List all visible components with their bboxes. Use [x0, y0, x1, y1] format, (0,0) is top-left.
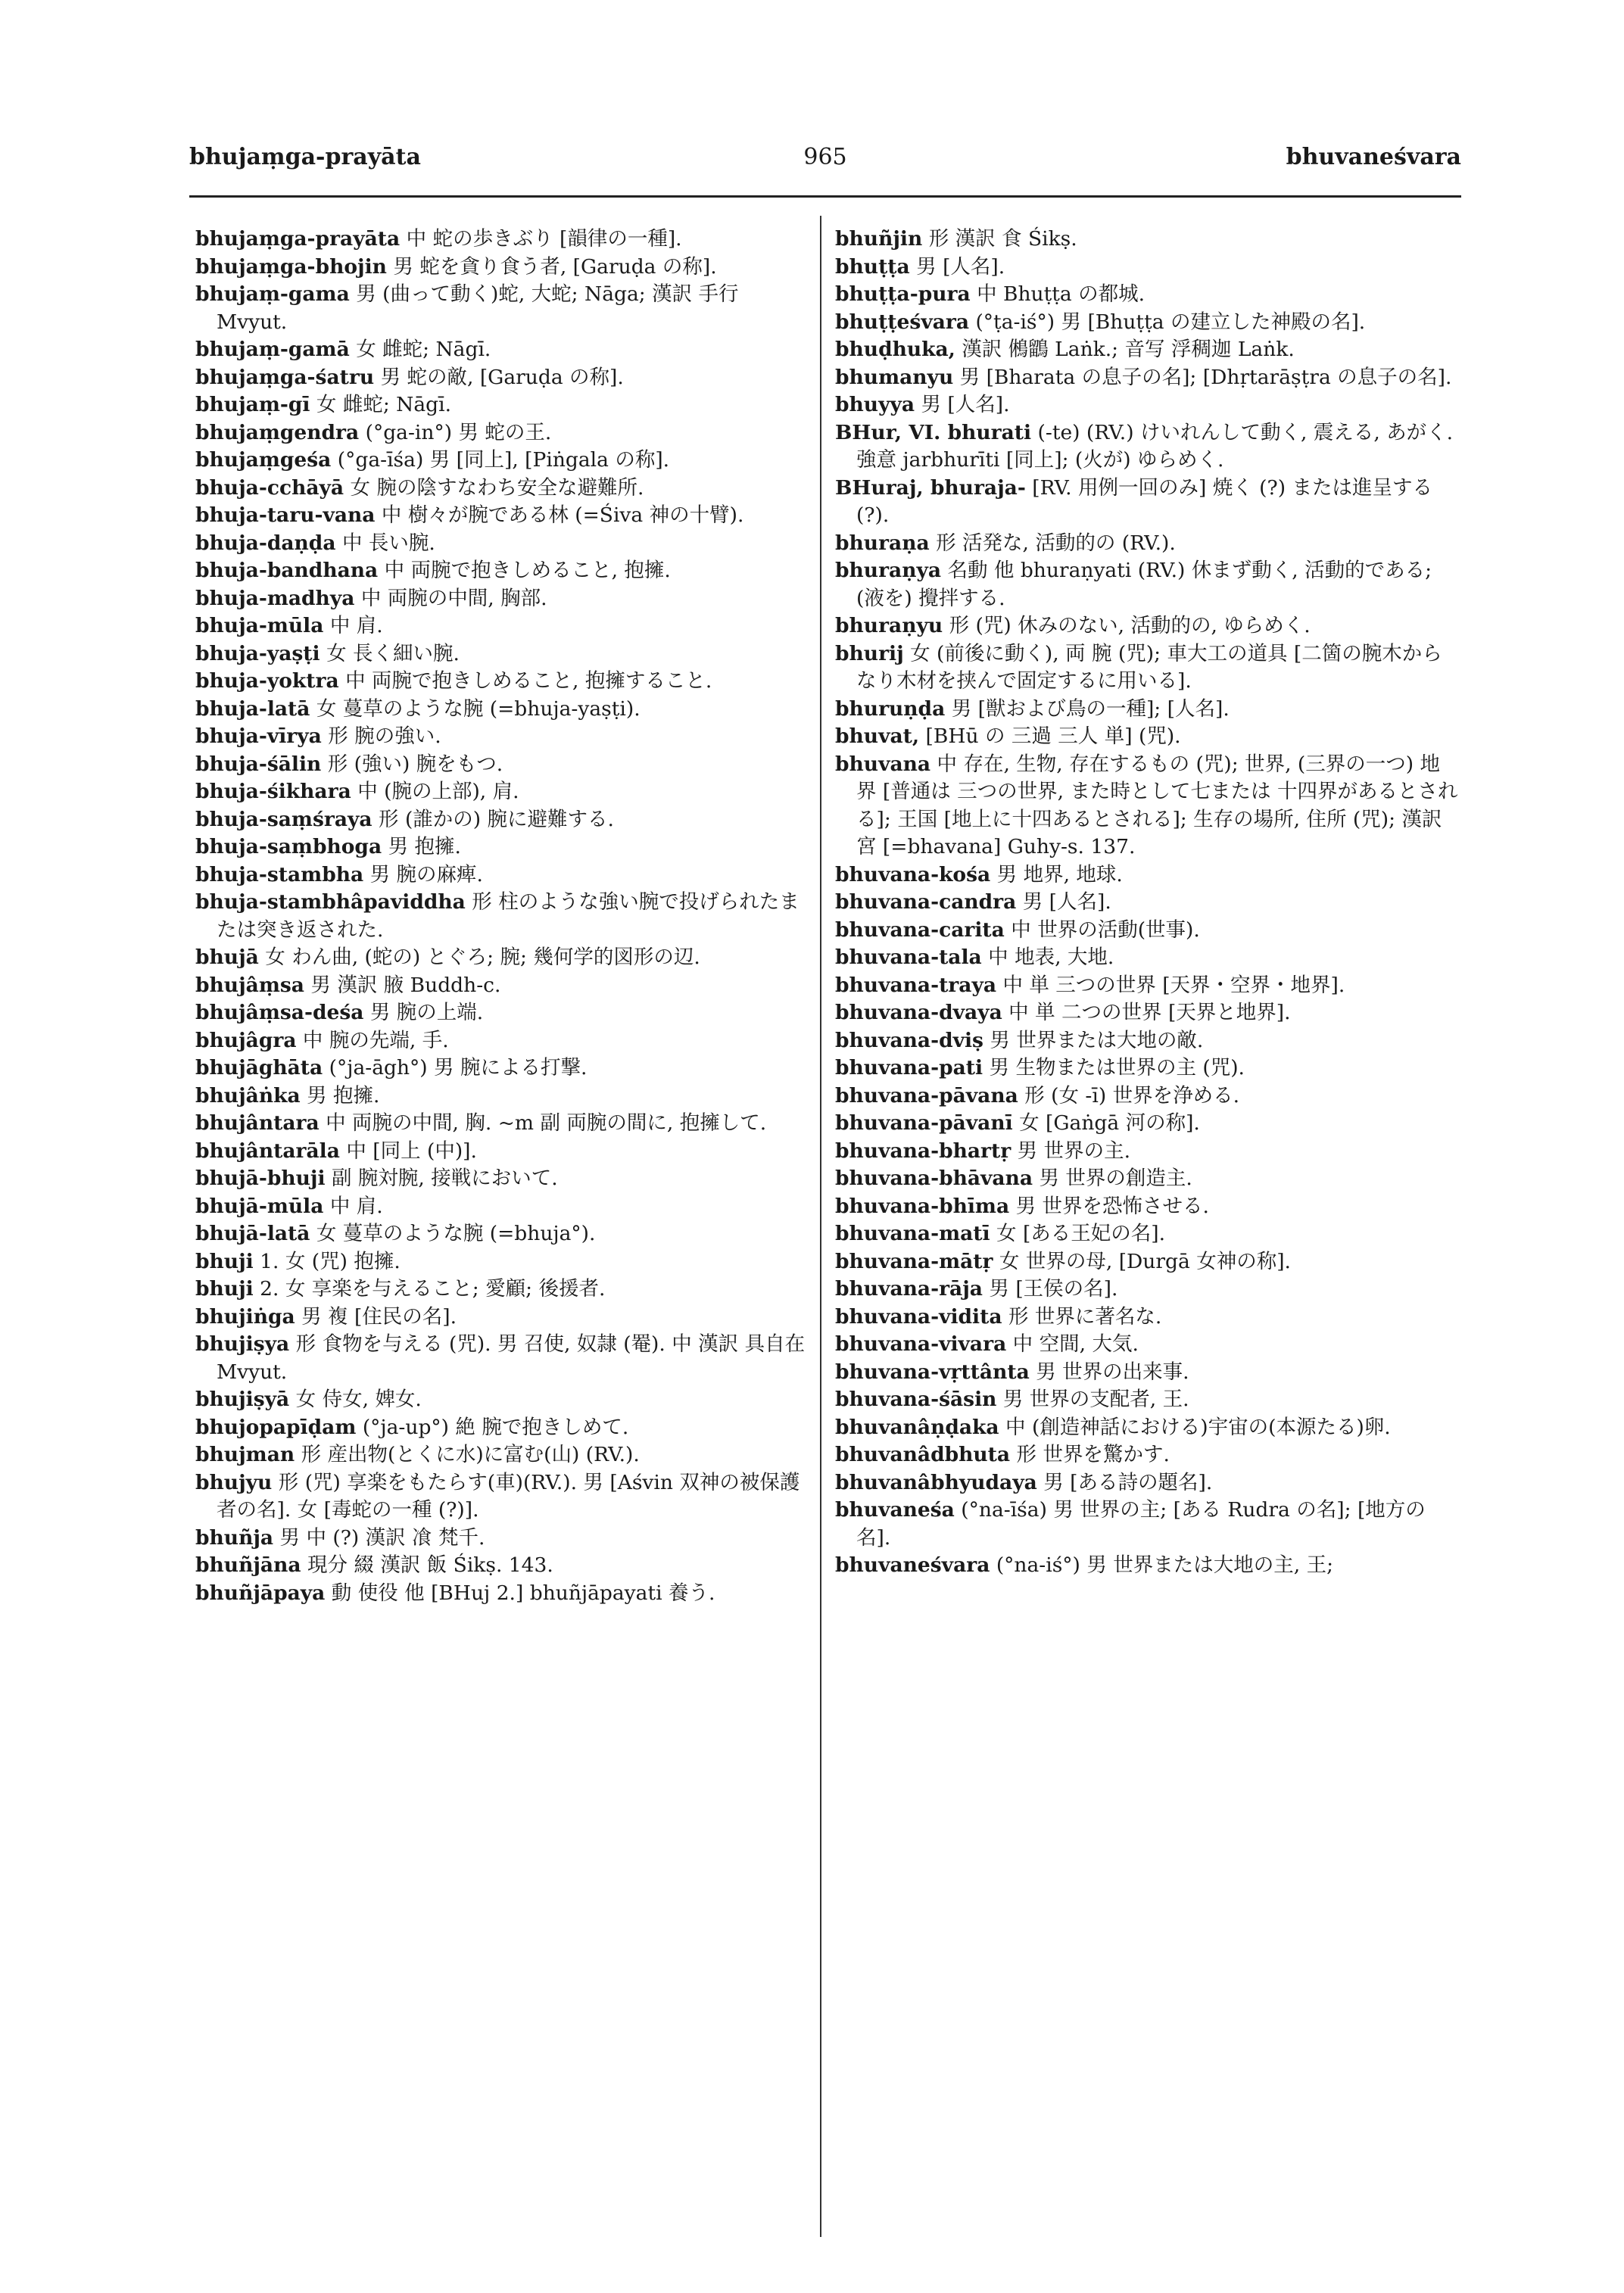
entry-headword: bhuñja: [195, 1525, 274, 1550]
dictionary-entry: [195, 254, 809, 282]
entry-definition: 男 世界の主.: [1017, 1139, 1130, 1163]
dictionary-entry: [195, 1248, 809, 1276]
entry-headword: bhujâṃsa-deśa: [195, 1001, 364, 1024]
entry-definition: 中 Bhuṭṭa の都城.: [977, 282, 1146, 306]
dictionary-entry: [195, 1138, 809, 1166]
entry-definition: 中 存在, 生物, 存在するもの (咒); 世界, (三界の一つ) 地界 [普通は 三つの世界, また時として七または 十四界があるとされる]; 王国 [地上に十四あるとされる]; 生存の場所, 住所 (咒); 漢訳 宮 [=bhavana] Guhy-s. 137.: [856, 752, 1458, 858]
entry-definition: 中 肩.: [329, 614, 383, 637]
dictionary-entry: [835, 861, 1460, 889]
dictionary-entry: [835, 1110, 1460, 1138]
dictionary-entry: [835, 1220, 1460, 1248]
dictionary-entry: [195, 475, 809, 503]
dictionary-entry: [195, 336, 809, 364]
entry-definition: 中 世界の活動(世事).: [1011, 918, 1200, 942]
entry-headword: bhuvana-dviṣ: [835, 1028, 983, 1052]
dictionary-entry: [835, 640, 1460, 696]
dictionary-entry: [835, 1331, 1460, 1359]
entry-headword: bhuvana-śāsin: [835, 1388, 997, 1411]
entry-headword: bhuṭṭa-pura: [835, 282, 971, 306]
entry-headword: bhuvaneśa: [835, 1498, 955, 1522]
entry-headword: bhuvana-pati: [835, 1056, 983, 1080]
dictionary-entry: [835, 419, 1460, 475]
entry-definition: 名動 他 bhuraṇyati (RV.) 休まず動く, 活動的である; (液を) 攪拌する.: [856, 559, 1432, 610]
entry-definition: 形 (強い) 腕をもつ.: [327, 752, 503, 776]
dictionary-entry: [195, 806, 809, 834]
dictionary-entry: [835, 889, 1460, 917]
entry-definition: 中 両腕の中間, 胸部.: [360, 586, 547, 610]
dictionary-entry: [195, 1027, 809, 1055]
entry-headword: bhuruṇḍa: [835, 696, 946, 721]
entry-headword: bhujiṅga: [195, 1304, 295, 1329]
entry-definition: 漢訳 鵂鶹 Laṅk.; 音写 浮稠迦 Laṅk.: [962, 338, 1295, 361]
entry-headword: bhuja-śālin: [195, 752, 322, 776]
dictionary-entry: [195, 751, 809, 779]
entry-definition: 形 (女 -ī) 世界を浄める.: [1024, 1083, 1240, 1108]
entry-headword: bhuja-bandhana: [195, 559, 379, 582]
entry-definition: (°ṭa-iś°) 男 [Bhuṭṭa の建立した神殿の名].: [975, 310, 1366, 334]
dictionary-entry: [835, 1248, 1460, 1276]
running-head-right: bhuvaneśvara: [1286, 144, 1461, 170]
entry-headword: bhujiṣya: [195, 1332, 290, 1356]
entry-headword: bhuvana-pāvanī: [835, 1111, 1013, 1135]
dictionary-entry: [835, 1386, 1460, 1414]
dictionary-entry: [195, 1386, 809, 1414]
entry-headword: bhujā-mūla: [195, 1194, 324, 1218]
entry-definition: 女 長く細い腕.: [326, 641, 460, 665]
dictionary-entry: [835, 999, 1460, 1027]
entry-headword: bhuvana-bhāvana: [835, 1167, 1033, 1190]
entry-headword: bhujâgra: [195, 1028, 297, 1052]
dictionary-entry: [195, 944, 809, 972]
entry-headword: bhuvana-vivara: [835, 1332, 1007, 1356]
entry-definition: 男 抱擁.: [388, 835, 461, 858]
dictionary-entry: [195, 696, 809, 724]
dictionary-entry: [195, 1193, 809, 1221]
entry-definition: 現分 綴 漢訳 飯 Śikṣ. 143.: [307, 1553, 553, 1577]
entry-headword: bhuvana-tala: [835, 946, 982, 969]
page-number: 965: [803, 144, 847, 170]
entry-definition: 形 産出物(とくに水)に富む(山) (RV.).: [301, 1443, 640, 1466]
dictionary-entry: [195, 391, 809, 419]
entry-headword: bhuvaneśvara: [835, 1553, 990, 1577]
entry-headword: bhuvana-pāvana: [835, 1083, 1018, 1108]
entry-headword: bhuja-taru-vana: [195, 503, 376, 527]
entry-headword: bhuyya: [835, 393, 915, 416]
entry-headword: bhujaṃgeśa: [195, 448, 332, 472]
entry-definition: 中 腕の先端, 手.: [302, 1028, 449, 1052]
entry-headword: bhujyu: [195, 1470, 273, 1494]
entry-definition: 中 両腕の中間, 胸. ~m 副 両腕の間に, 抱擁して.: [326, 1111, 767, 1135]
entry-definition: 中 肩.: [329, 1194, 383, 1218]
entry-headword: bhuvanâṇḍaka: [835, 1415, 999, 1439]
entry-definition: 1. 女 (咒) 抱擁.: [260, 1249, 401, 1273]
page-header: [189, 144, 1461, 197]
entry-definition: 中 樹々が腕である林 (=Śiva 神の十臂).: [381, 503, 744, 527]
column-divider: [820, 216, 821, 2237]
dictionary-entry: [195, 999, 809, 1027]
dictionary-entry: [835, 1414, 1460, 1442]
entry-headword: bhujaṃgendra: [195, 420, 360, 444]
entry-headword: bhujā-latā: [195, 1222, 310, 1245]
dictionary-entry: [835, 1055, 1460, 1083]
entry-definition: 男 漢訳 腋 Buddh-c.: [310, 973, 501, 997]
dictionary-entry: [195, 502, 809, 530]
entry-definition: 形 世界に著名な.: [1008, 1304, 1162, 1329]
entry-definition: 形 活発な, 活動的の (RV.).: [936, 531, 1176, 555]
entry-headword: bhuvana-carita: [835, 918, 1005, 942]
dictionary-entry: [195, 364, 809, 392]
entry-headword: bhuḍhuka,: [835, 338, 955, 361]
entry-definition: [BHū の 三過 三人 単] (咒).: [925, 724, 1181, 748]
dictionary-entry: [195, 557, 809, 585]
entry-headword: bhuraṇyu: [835, 614, 943, 637]
dictionary-entry: [195, 585, 809, 613]
entry-headword: bhuvanâbhyudaya: [835, 1470, 1037, 1494]
entry-definition: 男 [ある詩の題名].: [1043, 1470, 1213, 1494]
dictionary-entry: [195, 1304, 809, 1332]
dictionary-entry: [195, 226, 809, 254]
entry-headword: bhujaṃ-gī: [195, 393, 310, 416]
entry-headword: bhuvana-vidita: [835, 1304, 1002, 1329]
dictionary-entry: [835, 723, 1460, 751]
entry-definition: 男 [獣および鳥の一種]; [人名].: [951, 696, 1230, 721]
entry-definition: 女 蔓草のような腕 (=bhuja-yaṣṭi).: [316, 696, 641, 721]
dictionary-entry: [835, 557, 1460, 612]
dictionary-entry: [195, 1552, 809, 1580]
entry-definition: 形 (咒) 享楽をもたらす(車)(RV.). 男 [Aśvin 双神の被保護者の名]. 女 [毒蛇の一種 (?)].: [217, 1470, 800, 1522]
entry-headword: bhujāghāta: [195, 1056, 323, 1080]
dictionary-entry: [835, 1083, 1460, 1111]
entry-headword: bhumanyu: [835, 365, 954, 389]
entry-headword: bhujaṃ-gamā: [195, 338, 350, 361]
entry-headword: bhuvana-bhartṛ: [835, 1139, 1011, 1163]
entry-definition: 男 世界の創造主.: [1039, 1167, 1192, 1190]
dictionary-entry: [835, 1193, 1460, 1221]
dictionary-entry: [835, 1304, 1460, 1332]
entry-definition: (°ga-īśa) 男 [同上], [Piṅgala の称].: [337, 448, 670, 472]
header-rule: [189, 195, 1461, 198]
entry-headword: BHur, VI. bhurati: [835, 420, 1032, 444]
dictionary-entry: [835, 972, 1460, 1000]
dictionary-entry: [195, 972, 809, 1000]
dictionary-entry: [835, 696, 1460, 724]
entry-definition: 男 複 [住民の名].: [301, 1304, 457, 1329]
entry-definition: 男 腕の麻痺.: [369, 862, 483, 886]
entry-definition: 中 単 三つの世界 [天界・空界・地界].: [1002, 973, 1345, 997]
entry-headword: bhurij: [835, 641, 904, 665]
entry-definition: 中 (創造神話における)宇宙の(本源たる)卵.: [1005, 1415, 1391, 1439]
dictionary-entry: [835, 1359, 1460, 1387]
entry-headword: bhujâṃsa: [195, 973, 304, 997]
entry-headword: bhuja-daṇḍa: [195, 531, 336, 555]
dictionary-entry: [195, 1525, 809, 1553]
entry-definition: 形 世界を驚かす.: [1016, 1443, 1170, 1466]
entry-headword: bhujântarāla: [195, 1139, 340, 1163]
entry-headword: bhuja-mūla: [195, 614, 324, 637]
entry-headword: bhujaṃga-śatru: [195, 365, 375, 389]
entry-definition: 中 単 二つの世界 [天界と地界].: [1008, 1001, 1291, 1024]
entry-definition: 男 生物または世界の主 (咒).: [989, 1056, 1245, 1080]
entry-headword: bhuṭṭeśvara: [835, 310, 970, 334]
entry-definition: 男 蛇を貪り食う者, [Garuḍa の称].: [393, 254, 717, 279]
dictionary-entry: [195, 612, 809, 640]
entry-definition: 中 長い腕.: [341, 531, 435, 555]
dictionary-entry: [835, 1497, 1460, 1552]
entry-headword: bhuvana-dvaya: [835, 1001, 1002, 1024]
entry-headword: bhuvana-kośa: [835, 862, 991, 886]
entry-definition: 副 腕対腕, 接戦において.: [331, 1167, 558, 1190]
entry-definition: [RV. 用例一回のみ] 焼く (?) または進呈する (?).: [856, 475, 1432, 527]
entry-definition: 男 中 (?) 漢訳 飡 梵千.: [279, 1525, 485, 1550]
dictionary-entry: [835, 1276, 1460, 1304]
entry-definition: 2. 女 享楽を与えること; 愛顧; 後援者.: [260, 1277, 606, 1301]
entry-definition: 形 柱のような強い腕で投げられたまたは突き返された.: [217, 890, 800, 942]
dictionary-entry: [835, 1441, 1460, 1469]
entry-definition: 女 腕の陰すなわち安全な避難所.: [350, 475, 644, 500]
dictionary-entry: [195, 668, 809, 696]
entry-headword: bhuja-cchāyā: [195, 475, 344, 500]
dictionary-entry: [195, 1110, 809, 1138]
dictionary-entry: [195, 1441, 809, 1469]
entry-headword: bhujā: [195, 946, 259, 969]
entry-headword: bhuñjin: [835, 227, 923, 251]
entry-definition: 形 (誰かの) 腕に避難する.: [379, 807, 614, 831]
entry-headword: bhujaṃ-gama: [195, 282, 350, 306]
entry-headword: bhuja-latā: [195, 696, 310, 721]
entry-definition: 中 蛇の歩きぶり [韻律の一種].: [406, 227, 682, 251]
entry-headword: bhuja-saṃśraya: [195, 807, 372, 831]
entry-headword: bhuvanâdbhuta: [835, 1443, 1011, 1466]
entry-headword: bhujman: [195, 1443, 295, 1466]
entry-definition: (°ga-in°) 男 蛇の王.: [365, 420, 552, 444]
entry-headword: bhuvana-bhīma: [835, 1194, 1010, 1218]
entry-definition: 形 腕の強い.: [328, 724, 441, 748]
entry-definition: 女 世界の母, [Durgā 女神の称].: [999, 1249, 1291, 1273]
entry-definition: 男 抱擁.: [307, 1083, 380, 1108]
entry-headword: bhuvana-traya: [835, 973, 997, 997]
dictionary-entry: [195, 1055, 809, 1083]
entry-definition: 男 地界, 地球.: [996, 862, 1123, 886]
entry-definition: 女 わん曲, (蛇の) とぐろ; 腕; 幾何学的図形の辺.: [265, 946, 700, 969]
entry-headword: bhuñjāpaya: [195, 1581, 326, 1605]
dictionary-entry: [195, 1220, 809, 1248]
entry-definition: (-te) (RV.) けいれんして動く, 震える, あがく. 強意 jarbhurīti [同上]; (火が) ゆらめく.: [856, 420, 1454, 472]
entry-definition: 男 世界の出来事.: [1036, 1360, 1189, 1384]
entry-definition: 男 世界を恐怖させる.: [1015, 1194, 1209, 1218]
entry-headword: bhuvana-mātṛ: [835, 1249, 993, 1273]
dictionary-entry: [835, 530, 1460, 558]
entry-definition: 男 世界の支配者, 王.: [1002, 1388, 1189, 1411]
entry-definition: (°na-iś°) 男 世界または大地の主, 王;: [996, 1553, 1334, 1577]
dictionary-entry: [195, 1331, 809, 1386]
entry-headword: bhuvana: [835, 752, 931, 776]
entry-headword: bhujā-bhuji: [195, 1167, 326, 1190]
entry-definition: 中 両腕で抱きしめること, 抱擁.: [384, 559, 671, 582]
dictionary-entry: [195, 281, 809, 336]
dictionary-entry: [195, 1083, 809, 1111]
dictionary-entry: [835, 944, 1460, 972]
dictionary-entry: [835, 391, 1460, 419]
entry-headword: bhujaṃga-bhojin: [195, 254, 387, 279]
entry-headword: bhuvana-rāja: [835, 1277, 983, 1301]
dictionary-entry: [835, 1165, 1460, 1193]
dictionary-entry: [195, 1276, 809, 1304]
dictionary-entry: [835, 917, 1460, 945]
entry-headword: bhuji: [195, 1277, 254, 1301]
dictionary-entry: [195, 861, 809, 889]
entry-definition: 女 (前後に動く), 両 腕 (咒); 車大工の道具 [二箇の腕木からなり木材を挟んで固定するに用いる].: [856, 641, 1442, 693]
dictionary-entry: [835, 751, 1460, 861]
dictionary-entry: [835, 1138, 1460, 1166]
entry-headword: bhuja-yaṣṭi: [195, 641, 320, 665]
entry-definition: 女 雌蛇; Nāgī.: [316, 393, 452, 416]
dictionary-entry: [835, 1469, 1460, 1497]
dictionary-entry: [195, 640, 809, 668]
entry-headword: bhuñjāna: [195, 1553, 301, 1577]
entry-headword: BHuraj, bhuraja-: [835, 475, 1026, 500]
entry-headword: bhuja-saṃbhoga: [195, 835, 382, 858]
entry-definition: 男 (曲って動く)蛇, 大蛇; Nāga; 漢訳 手行 Mvyut.: [217, 282, 739, 334]
dictionary-entry: [195, 1414, 809, 1442]
entry-headword: bhuraṇya: [835, 559, 942, 582]
entry-headword: bhuji: [195, 1249, 254, 1273]
entry-definition: 女 [Gaṅgā 河の称].: [1019, 1111, 1200, 1135]
entry-headword: bhuja-yoktra: [195, 669, 339, 693]
dictionary-entry: [195, 530, 809, 558]
entry-headword: bhuṭṭa: [835, 254, 910, 279]
dictionary-entry: [195, 889, 809, 944]
entry-definition: 男 [Bharata の息子の名]; [Dhṛtarāṣṭra の息子の名].: [959, 365, 1452, 389]
entry-definition: 男 腕の上端.: [369, 1001, 484, 1024]
entry-definition: 男 [人名].: [1022, 890, 1111, 914]
dictionary-entry: [835, 226, 1460, 254]
entry-definition: 動 使役 他 [BHuj 2.] bhuñjāpayati 養う.: [331, 1581, 715, 1605]
entry-headword: bhuja-stambha: [195, 862, 364, 886]
entry-headword: bhuja-madhya: [195, 586, 355, 610]
entry-definition: (°ja-up°) 絶 腕で抱きしめて.: [362, 1415, 629, 1439]
entry-definition: 男 蛇の敵, [Garuḍa の称].: [380, 365, 624, 389]
entry-definition: 男 [人名].: [916, 254, 1005, 279]
entry-headword: bhuvana-candra: [835, 890, 1017, 914]
entry-headword: bhuja-śikhara: [195, 780, 351, 803]
dictionary-entry: [195, 1469, 809, 1525]
dictionary-entry: [835, 1552, 1460, 1580]
entry-headword: bhujântara: [195, 1111, 320, 1135]
entry-definition: 中 両腕で抱きしめること, 抱擁すること.: [345, 669, 712, 693]
left-column: [195, 226, 809, 1607]
dictionary-entry: [835, 309, 1460, 337]
dictionary-entry: [835, 254, 1460, 282]
dictionary-entry: [835, 612, 1460, 640]
entry-headword: bhujaṃga-prayāta: [195, 227, 401, 251]
right-column: [835, 226, 1460, 1580]
entry-definition: 女 雌蛇; Nāgī.: [356, 338, 491, 361]
entry-definition: (°na-īśa) 男 世界の主; [ある Rudra の名]; [地方の名].: [856, 1498, 1426, 1550]
entry-headword: bhuja-vīrya: [195, 724, 322, 748]
entry-headword: bhuvana-matī: [835, 1222, 990, 1245]
dictionary-entry: [835, 364, 1460, 392]
entry-headword: bhuja-stambhâpaviddha: [195, 890, 466, 914]
entry-definition: 男 [人名].: [921, 393, 1010, 416]
dictionary-entry: [195, 1580, 809, 1608]
entry-headword: bhujopapīḍam: [195, 1415, 357, 1439]
dictionary-entry: [195, 1165, 809, 1193]
entry-headword: bhuvat,: [835, 724, 920, 748]
dictionary-entry: [835, 475, 1460, 530]
entry-definition: 形 (咒) 休みのない, 活動的の, ゆらめく.: [949, 614, 1311, 637]
entry-definition: 女 侍女, 婢女.: [295, 1388, 422, 1411]
entry-definition: 形 食物を与える (咒). 男 召使, 奴隷 (罨). 中 漢訳 具自在 Mvyut.: [217, 1332, 806, 1384]
running-head-left: bhujaṃga-prayāta: [189, 144, 421, 170]
dictionary-entry: [835, 1027, 1460, 1055]
entry-definition: 女 [ある王妃の名].: [996, 1222, 1166, 1245]
entry-headword: bhuraṇa: [835, 531, 930, 555]
dictionary-entry: [835, 281, 1460, 309]
entry-definition: (°ja-āgh°) 男 腕による打撃.: [329, 1056, 588, 1080]
entry-headword: bhujâṅka: [195, 1083, 301, 1108]
entry-definition: 中 (腕の上部), 肩.: [357, 780, 519, 803]
dictionary-entry: [835, 336, 1460, 364]
dictionary-entry: [195, 833, 809, 861]
entry-definition: 中 [同上 (中)].: [346, 1139, 477, 1163]
dictionary-entry: [195, 723, 809, 751]
dictionary-entry: [195, 419, 809, 447]
entry-definition: 中 空間, 大気.: [1012, 1332, 1139, 1356]
entry-definition: 男 世界または大地の敵.: [990, 1028, 1204, 1052]
entry-definition: 男 [王侯の名].: [989, 1277, 1118, 1301]
dictionary-entry: [195, 778, 809, 806]
entry-definition: 中 地表, 大地.: [988, 946, 1114, 969]
entry-headword: bhuvana-vṛttânta: [835, 1360, 1030, 1384]
entry-headword: bhujiṣyā: [195, 1388, 290, 1411]
entry-definition: 女 蔓草のような腕 (=bhuja°).: [316, 1222, 596, 1245]
entry-definition: 形 漢訳 食 Śikṣ.: [928, 227, 1077, 251]
dictionary-entry: [195, 447, 809, 475]
